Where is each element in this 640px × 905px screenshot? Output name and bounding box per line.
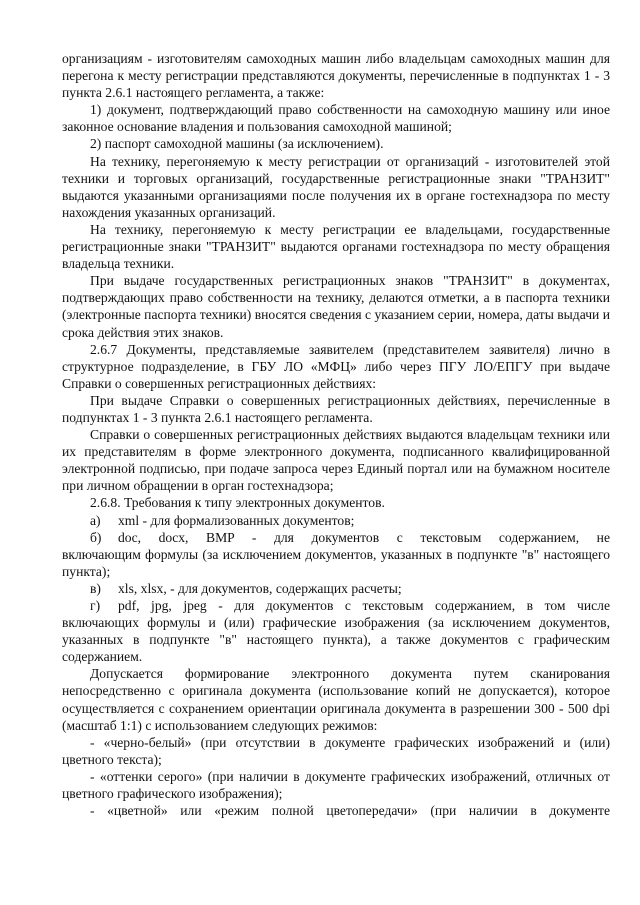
paragraph-transit-organizations: На технику, перегоняемую к месту регистрации от организаций - изготовителей этой техники и торговых организаций, государственные регистрационные знаки "ТРАНЗИТ" выдаются указанными организациями после получения их в органе гостехнадзора по месту нахождения указанных организаций. — [62, 153, 610, 220]
paragraph-mode-grayscale: - «оттенки серого» (при наличии в документе графических изображений, отличных от цветного графического изображения); — [62, 768, 610, 802]
paragraph-transit-owners: На технику, перегоняемую к месту регистрации ее владельцами, государственные регистрационные знаки "ТРАНЗИТ" выдаются органами гостехнадзора по месту обращения владельца техники. — [62, 221, 610, 272]
paragraph-intro-continuation: организациям - изготовителям самоходных машин либо владельцам самоходных машин для перегона к месту регистрации представляются документы, перечисленные в подпунктах 1 - 3 пункта 2.6.1 настоящего регламента, а также: — [62, 51, 610, 101]
list-marker: г) — [90, 598, 101, 613]
list-item-v — [62, 580, 610, 597]
paragraph-transit-marks: При выдаче государственных регистрационных знаков "ТРАНЗИТ" в документах, подтверждающих право собственности на технику, делаются отметки, а в паспорта техники (электронные паспорта техники) вносятся сведения с указанием серии, номера, даты выдачи и срока действия этих знаков. — [62, 273, 610, 340]
list-item-b — [62, 529, 610, 580]
list-item-continuation: включающим формулы (за исключением документов, указанных в подпункте "в" настоящего пункта); — [62, 546, 610, 579]
list-item-text: doc, docx, BMP - для документов с текстовым содержанием, не — [118, 529, 610, 545]
paragraph-item-1: 1) документ, подтверждающий право собственности на самоходную машину или иное законное основание владения и пользования самоходной машиной; — [62, 102, 610, 135]
list-item-a — [62, 512, 610, 529]
paragraph-section-2-6-8: 2.6.8. Требования к типу электронных документов. — [90, 495, 385, 511]
paragraph-mode-color: - «цветной» или «режим полной цветопередачи» (при наличии в документе — [90, 803, 610, 819]
list-item-text: xml - для формализованных документов; — [118, 512, 355, 528]
list-item-g — [62, 597, 610, 665]
list-marker: б) — [90, 529, 102, 545]
paragraph-certificate-issue: При выдаче Справки о совершенных регистрационных действиях, перечисленные в подпунктах 1 - 3 пункта 2.6.1 настоящего регламента. — [62, 392, 610, 425]
list-item-text: xls, xlsx, - для документов, содержащих расчеты; — [118, 580, 402, 596]
regulation-text — [62, 50, 610, 819]
list-item-text: pdf, jpg, jpeg - для документов с текстовым содержанием, в том числе — [118, 598, 610, 613]
paragraph-mode-bw: - «черно-белый» (при отсутствии в документе графических изображений и (или) цветного текста); — [62, 734, 610, 767]
paragraph-item-2: 2) паспорт самоходной машины (за исключением). — [90, 136, 384, 152]
paragraph-section-2-6-7: 2.6.7 Документы, представляемые заявителем (представителем заявителя) лично в структурное подразделение, в ГБУ ЛО «МФЦ» либо через ПГУ ЛО/ЕПГУ при выдаче Справки о совершенных регистрационных действиях: — [62, 341, 610, 391]
paragraph-certificate-form: Справки о совершенных регистрационных действиях выдаются владельцам техники или их представителям в форме электронного документа, подписанного квалифицированной электронной подписью, при подаче запроса через Единый портал или на бумажном носителе при личном обращении в орган гостехнадзора; — [62, 427, 610, 494]
list-marker: а) — [90, 512, 101, 528]
list-marker: в) — [90, 580, 101, 596]
paragraph-scanning: Допускается формирование электронного документа путем сканирования непосредственно с оригинала документа (использование копий не допускается), которое осуществляется с сохранением ориентации оригинала документа в разрешении 300 - 500 dpi (масштаб 1:1) с использованием следующих режимов: — [62, 666, 610, 733]
list-item-continuation: включающих формулы и (или) графические изображения (за исключением документов, указанных в подпункте "в" настоящего пункта), а также документов с графическим содержанием. — [62, 615, 610, 665]
